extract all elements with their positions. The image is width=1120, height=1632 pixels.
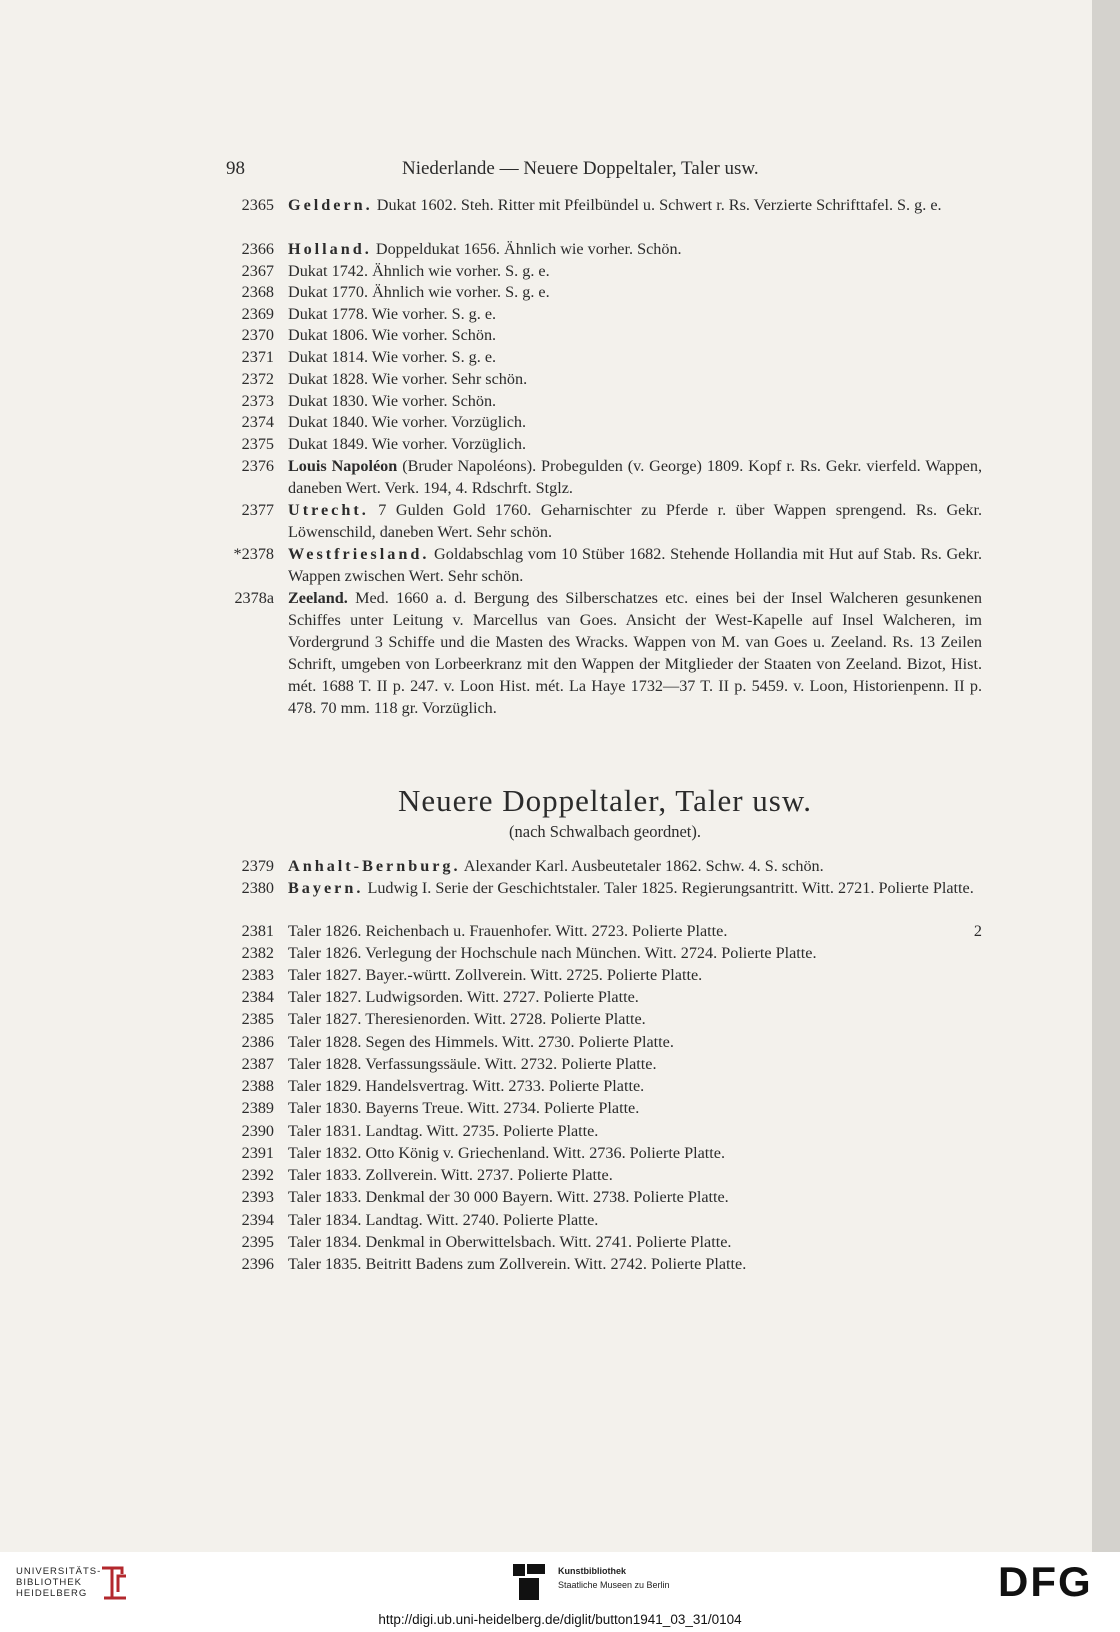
catalog-entry	[224, 238, 982, 260]
section-title: Neuere Doppeltaler, Taler usw.	[398, 783, 812, 818]
lot-number: 2374	[241, 413, 274, 431]
catalog-entry	[224, 1031, 982, 1053]
logo-line: HEIDELBERG	[16, 1588, 88, 1599]
lot-number: 2370	[241, 326, 274, 344]
lot-description: Ludwig I. Serie der Geschichtstaler. Taler 1825. Regierungsantritt. Witt. 2721. Polierte Platte.	[363, 879, 974, 897]
lot-number: 2391	[241, 1144, 274, 1162]
lot-number: 2393	[241, 1188, 274, 1206]
catalog-entry	[224, 499, 982, 543]
section-subtitle: (nach Schwalbach geordnet).	[509, 822, 701, 841]
catalog-entry	[224, 964, 982, 986]
lot-description: Goldabschlag vom 10 Stüber 1682. Stehende Hollandia mit Hut auf Stab. Rs. Gekr. Wappen zwischen Wert. Sehr schön.	[288, 545, 982, 585]
lot-description: Taler 1827. Theresienorden. Witt. 2728. Polierte Platte.	[288, 1010, 646, 1028]
lot-number: 2381	[241, 922, 274, 940]
lot-name: Zeeland.	[288, 589, 348, 607]
catalog-entry	[224, 877, 982, 899]
catalog-entry	[224, 368, 982, 390]
catalog-entry	[224, 1186, 982, 1208]
lot-name: Bayern.	[288, 879, 364, 897]
lot-name: Utrecht.	[288, 501, 369, 519]
lot-description: Dukat 1742. Ähnlich wie vorher. S. g. e.	[288, 262, 550, 280]
lot-number: 2386	[241, 1033, 274, 1051]
catalog-entry	[224, 1142, 982, 1164]
catalog-entry	[224, 942, 982, 964]
lot-description: Dukat 1814. Wie vorher. S. g. e.	[288, 348, 497, 366]
catalog-entry	[224, 194, 982, 216]
lot-description: Taler 1827. Bayer.-württ. Zollverein. Witt. 2725. Polierte Platte.	[288, 966, 703, 984]
dfg-logo[interactable]: DFG	[998, 1558, 1093, 1605]
catalog-entry	[224, 1053, 982, 1075]
catalog-entry	[224, 855, 982, 877]
lot-number: 2377	[241, 501, 274, 519]
lot-description: Taler 1831. Landtag. Witt. 2735. Polierte Platte.	[288, 1122, 599, 1140]
page-number: 98	[226, 158, 245, 179]
catalog-entry	[224, 1231, 982, 1253]
lot-number: 2390	[241, 1122, 274, 1140]
lot-number: 2378a	[234, 589, 274, 607]
lot-description: Taler 1830. Bayerns Treue. Witt. 2734. Polierte Platte.	[288, 1099, 640, 1117]
university-library-logo[interactable]	[16, 1566, 101, 1599]
lot-number: 2396	[241, 1255, 274, 1273]
lot-description: Taler 1832. Otto König v. Griechenland. Witt. 2736. Polierte Platte.	[288, 1144, 725, 1162]
lot-number: 2371	[241, 348, 274, 366]
catalog-entry	[224, 1008, 982, 1030]
catalog-entry	[224, 587, 982, 719]
lot-number: 2387	[241, 1055, 274, 1073]
catalog-entry	[224, 455, 982, 499]
lot-number: 2382	[241, 944, 274, 962]
kunstbibliothek-mark-icon	[513, 1564, 545, 1600]
catalog-entry	[224, 390, 982, 412]
catalog-entry	[224, 920, 982, 942]
lot-number: 2366	[241, 240, 274, 258]
lot-number: 2385	[241, 1010, 274, 1028]
catalog-entry	[224, 346, 982, 368]
lot-number: 2395	[241, 1233, 274, 1251]
lot-number: 2379	[241, 857, 274, 875]
lot-description: Taler 1828. Verfassungssäule. Witt. 2732. Polierte Platte.	[288, 1055, 657, 1073]
logo-line: BIBLIOTHEK	[16, 1577, 82, 1588]
lot-description: Dukat 1830. Wie vorher. Schön.	[288, 392, 497, 410]
catalog-entry	[224, 986, 982, 1008]
lot-name: Anhalt-Bernburg.	[288, 857, 461, 875]
viewer-footer	[0, 1552, 1120, 1632]
catalog-entry	[224, 281, 982, 303]
lot-description: Dukat 1849. Wie vorher. Vorzüglich.	[288, 435, 527, 453]
lot-number: 2380	[241, 879, 274, 897]
catalog-entry	[224, 1097, 982, 1119]
lot-name: Westfriesland.	[288, 545, 430, 563]
kunstbibliothek-logo[interactable]	[558, 1564, 670, 1592]
lot-description: Dukat 1770. Ähnlich wie vorher. S. g. e.	[288, 283, 550, 301]
price-mark: 2	[973, 922, 982, 940]
catalog-entry	[224, 260, 982, 282]
lot-number: 2373	[241, 392, 274, 410]
lot-number: 2369	[241, 305, 274, 323]
lot-name: Louis Napoléon	[288, 457, 398, 475]
lot-number: 2365	[241, 196, 274, 214]
lot-number: 2384	[241, 988, 274, 1006]
lot-description: Taler 1833. Zollverein. Witt. 2737. Polierte Platte.	[288, 1166, 613, 1184]
library-mark-icon	[96, 1564, 134, 1604]
permalink-url[interactable]: http://digi.ub.uni-heidelberg.de/diglit/button1941_03_31/0104	[378, 1612, 742, 1627]
kb-subtitle: Staatliche Museen zu Berlin	[558, 1580, 670, 1590]
lot-number: 2372	[241, 370, 274, 388]
lot-description: Dukat 1806. Wie vorher. Schön.	[288, 326, 497, 344]
lot-description: Dukat 1602. Steh. Ritter mit Pfeilbündel u. Schwert r. Rs. Verzierte Schrifttafel. S. g. e.	[372, 196, 942, 214]
lot-number: 2375	[241, 435, 274, 453]
scan-edge	[1092, 0, 1120, 1552]
lot-number: 2367	[241, 262, 274, 280]
lot-number: 2394	[241, 1211, 274, 1229]
catalog-entry	[224, 1120, 982, 1142]
lot-description: Taler 1833. Denkmal der 30 000 Bayern. Witt. 2738. Polierte Platte.	[288, 1188, 729, 1206]
lot-description: Med. 1660 a. d. Bergung des Silberschatzes etc. eines bei der Insel Walcheren gesunkenen Schiffes unter Leitung v. Marcellus van Goes. Ansicht der West-Kapelle auf Insel Walcheren, im Vordergrund 3 Schiffe und die Masten des Wracks. Wappen von M. van Goes u. Zeeland. Rs. 13 Zeilen Schrift, umgeben von Lorbeerkranz mit den Wappen der Mitglieder der Staaten von Zeeland. Bizot, Hist. mét. 1688 T. II p. 247. v. Loon Hist. mét. La Haye 1732—37 T. II p. 5459. v. Loon, Historienpenn. II p. 478. 70 mm. 118 gr. Vorzüglich.	[288, 589, 982, 717]
lot-description: Taler 1827. Ludwigsorden. Witt. 2727. Polierte Platte.	[288, 988, 639, 1006]
lot-number: 2383	[241, 966, 274, 984]
lot-description: Alexander Karl. Ausbeutetaler 1862. Schw. 4. S. schön.	[460, 857, 824, 875]
lot-number: 2388	[241, 1077, 274, 1095]
lot-number: 2392	[241, 1166, 274, 1184]
lot-description: Dukat 1840. Wie vorher. Vorzüglich.	[288, 413, 527, 431]
logo-line: UNIVERSITÄTS-	[16, 1566, 102, 1577]
lot-description: (Bruder Napoléons). Probegulden (v. George) 1809. Kopf r. Rs. Gekr. vierfeld. Wappen, daneben Wert. Verk. 194, 4. Rdschrft. Stglz.	[288, 457, 983, 497]
catalog-entry	[224, 411, 982, 433]
catalog-entry	[224, 1253, 982, 1275]
catalog-entry	[224, 1209, 982, 1231]
lot-description: Doppeldukat 1656. Ähnlich wie vorher. Schön.	[371, 240, 682, 258]
catalog-entry	[224, 433, 982, 455]
kb-title: Kunstbibliothek	[558, 1566, 626, 1576]
lot-description: Dukat 1778. Wie vorher. S. g. e.	[288, 305, 497, 323]
catalog-entry	[224, 324, 982, 346]
lot-description: Dukat 1828. Wie vorher. Sehr schön.	[288, 370, 528, 388]
lot-description: Taler 1826. Verlegung der Hochschule nach München. Witt. 2724. Polierte Platte.	[288, 944, 817, 962]
lot-description: Taler 1828. Segen des Himmels. Witt. 2730. Polierte Platte.	[288, 1033, 674, 1051]
lot-name: Geldern.	[288, 196, 373, 214]
lot-number: 2389	[241, 1099, 274, 1117]
running-title: Niederlande — Neuere Doppeltaler, Taler usw.	[402, 158, 759, 179]
lot-description: Taler 1826. Reichenbach u. Frauenhofer. Witt. 2723. Polierte Platte.	[288, 922, 728, 940]
lot-description: Taler 1834. Landtag. Witt. 2740. Polierte Platte.	[288, 1211, 599, 1229]
lot-number: 2376	[241, 457, 274, 475]
lot-number: *2378	[233, 545, 274, 563]
catalog-entry	[224, 303, 982, 325]
lot-description: 7 Gulden Gold 1760. Geharnischter zu Pferde r. über Wappen sprengend. Rs. Gekr. Löwenschild, daneben Wert. Sehr schön.	[288, 501, 982, 541]
catalog-entry	[224, 1164, 982, 1186]
lot-name: Holland.	[288, 240, 372, 258]
lot-description: Taler 1829. Handelsvertrag. Witt. 2733. Polierte Platte.	[288, 1077, 645, 1095]
lot-description: Taler 1834. Denkmal in Oberwittelsbach. Witt. 2741. Polierte Platte.	[288, 1233, 732, 1251]
lot-description: Taler 1835. Beitritt Badens zum Zollverein. Witt. 2742. Polierte Platte.	[288, 1255, 747, 1273]
lot-number: 2368	[241, 283, 274, 301]
catalog-entry	[224, 543, 982, 587]
catalog-entry	[224, 1075, 982, 1097]
